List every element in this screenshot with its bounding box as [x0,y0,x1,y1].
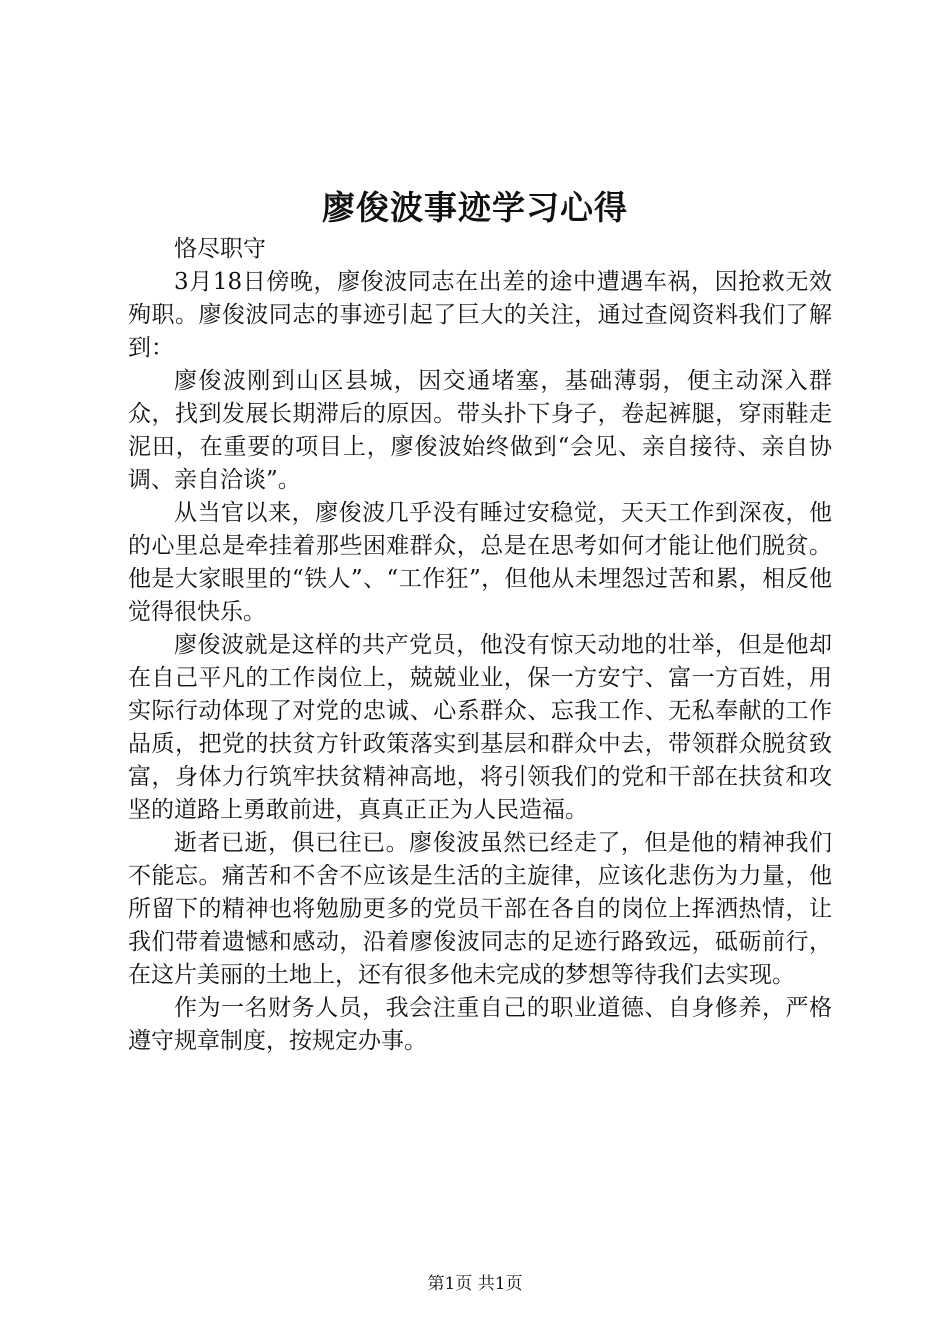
paragraph-1: 3月18日傍晚，廖俊波同志在出差的途中遭遇车祸，因抢救无效殉职。廖俊波同志的事迹引起了巨大的关注，通过查阅资料我们了解到： [128,269,832,361]
paragraph-4: 廖俊波就是这样的共产党员，他没有惊天动地的壮举，但是他却在自己平凡的工作岗位上，兢兢业业，保一方安宁、富一方百姓，用实际行动体现了对党的忠诚、心系群众、忘我工作、无私奉献的工作品质，把党的扶贫方针政策落实到基层和群众中去，带领群众脱贫致富，身体力行筑牢扶贫精神高地，将引领我们的党和干部在扶贫和攻坚的道路上勇敢前进，真真正正为人民造福。 [128,632,832,823]
page-footer: 第1页 共1页 [427,1274,523,1294]
section-subheading: 恪尽职守 [174,236,266,262]
paragraph-2: 廖俊波刚到山区县城，因交通堵塞，基础薄弱，便主动深入群众，找到发展长期滞后的原因。带头扑下身子，卷起裤腿，穿雨鞋走泥田，在重要的项目上，廖俊波始终做到“会见、亲自接待、亲自协调、亲自洽谈”。 [128,368,832,493]
paragraph-5: 逝者已逝，俱已往已。廖俊波虽然已经走了，但是他的精神我们不能忘。痛苦和不舍不应该是生活的主旋律，应该化悲伤为力量，他所留下的精神也将勉励更多的党员干部在各自的岗位上挥洒热情，让我们带着遗憾和感动，沿着廖俊波同志的足迹行路致远，砥砺前行，在这片美丽的土地上，还有很多他未完成的梦想等待我们去实现。 [128,830,832,988]
document-body [128,233,832,1058]
document-title: 廖俊波事迹学习心得 [322,188,628,227]
paragraph-6: 作为一名财务人员，我会注重自己的职业道德、自身修养，严格遵守规章制度，按规定办事。 [128,995,832,1054]
paragraph-3: 从当官以来，廖俊波几乎没有睡过安稳觉，天天工作到深夜，他的心里总是牵挂着那些困难群众，总是在思考如何才能让他们脱贫。他是大家眼里的“铁人”、“工作狂”，但他从未埋怨过苦和累，相反他觉得很快乐。 [128,500,832,625]
